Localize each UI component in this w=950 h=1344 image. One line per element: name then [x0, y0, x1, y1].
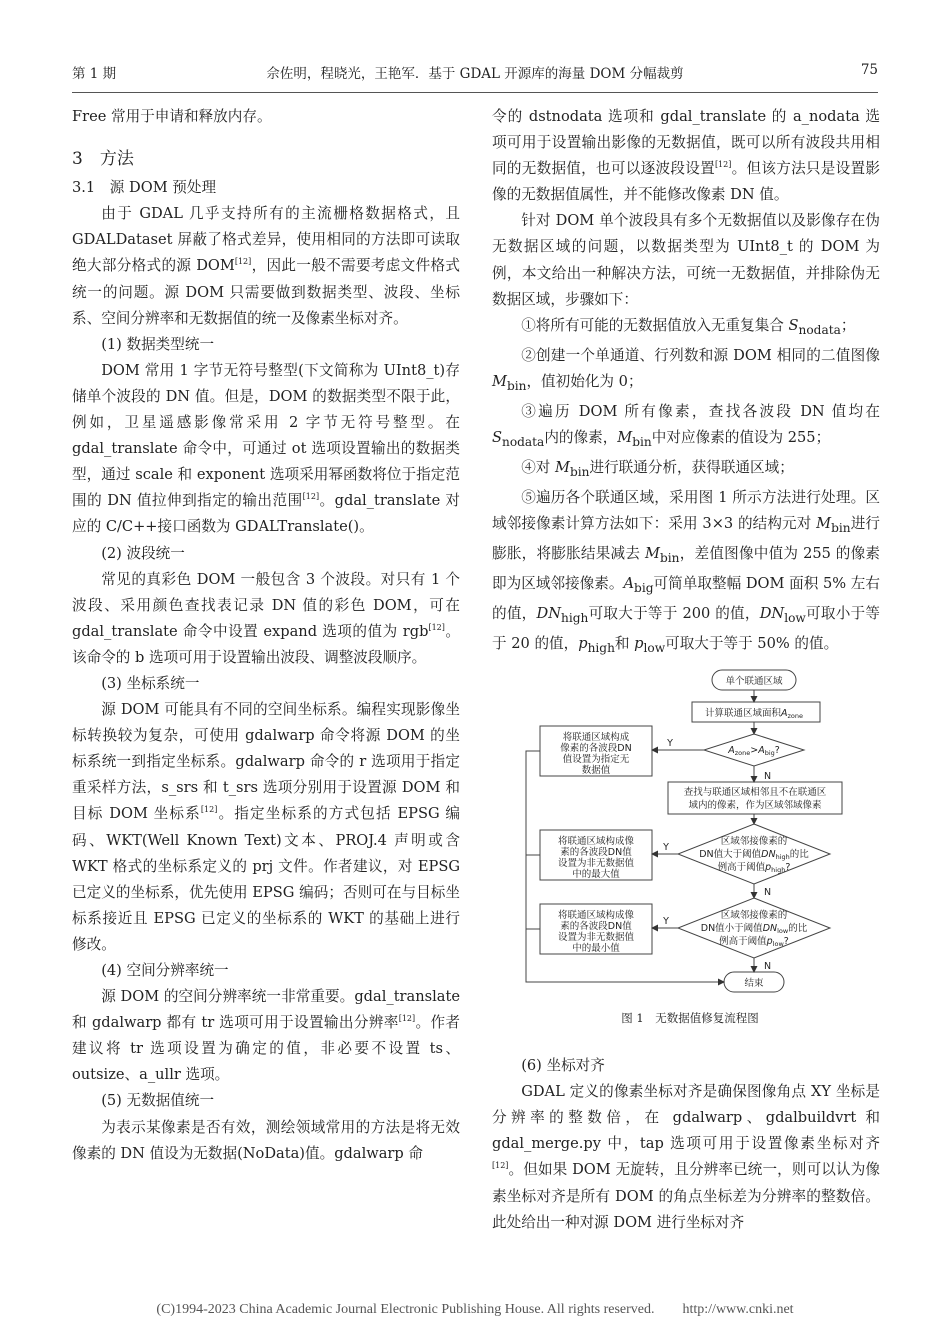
citation[interactable]: [12]	[398, 1014, 416, 1024]
flowchart-figure	[520, 662, 860, 1004]
step-3: ③遍历 DOM 所有像素，查找各波段 DN 值均在 $S_{nodata}$内的像素，$M_{bin}$中对应像素的值设为 255；	[492, 402, 880, 449]
paragraph: 源 DOM 的空间分辨率统一非常重要。gdal_translate 和 gdalwarp 都有 tr 选项可用于设置输出分辨率[12]。作者建议将 tr 选项设置为确定的值，非必要不设置 ts、outsize、a_ullr 选项。	[72, 988, 460, 1084]
paragraph: 由于 GDAL 几乎支持所有的主流栅格数据格式，且 GDALDataset 屏蔽了格式差异，使用相同的方法即可读取绝大部分格式的源 DOM[12]，因此一般不需要考虑文件格式统一的问题。源 DOM 只需要做到数据类型、波段、坐标系、空间分辨率和无数据值的统一及像素坐标对齐。	[72, 205, 460, 327]
step-4: ④对 $M_{bin}$进行联通分析，获得联通区域；	[521, 458, 794, 479]
set-nodata-line: 值设置为指定无	[562, 754, 630, 765]
item-heading-crs: (3) 坐标系统一	[101, 674, 200, 692]
no-label: N	[764, 771, 772, 782]
set-max-line: 设置为非无数据值	[557, 858, 635, 869]
citation[interactable]: [12]	[714, 160, 732, 170]
item-heading-datatype: (1) 数据类型统一	[101, 335, 215, 353]
paragraph: 常见的真彩色 DOM 一般包含 3 个波段。对只有 1 个波段、采用颜色查找表记录 DN 值的彩色 DOM，可在 gdal_translate 命令中设置 expand 选项的值为 rgb[12]。该命令的 b 选项可用于设置输出波段、调整波段顺序。	[72, 570, 460, 666]
set-max-line: 中的最大值	[572, 869, 620, 880]
decision-high-line-3: 例高于阈值$p_{high}$?	[717, 862, 791, 874]
set-min-line: 素的各波段DN值	[560, 921, 632, 932]
page-number: 75	[860, 62, 878, 78]
citation[interactable]: [12]	[200, 805, 218, 815]
subsection-heading-3-1: 3.1 源 DOM 预处理	[72, 179, 217, 197]
left-column	[72, 104, 460, 1167]
set-min-line: 将联通区域构成像	[557, 910, 635, 921]
end-label: 结束	[744, 978, 764, 989]
set-max-line: 素的各波段DN值	[560, 847, 632, 858]
compute-label: 计算联通区域面积$A_{zone}$	[704, 708, 804, 720]
set-nodata-line: 将联通区域构成	[562, 732, 630, 743]
paragraph: 令的 dstnodata 选项和 gdal_translate 的 a_nodata 选项可用于设置输出影像的无数据值，既可以所有波段共用相同的无数据值，也可以逐波段设置[12]。但该方法只是设置影像的无数据值属性，并不能修改像素 DN 值。	[492, 108, 880, 204]
paragraph: Free 常用于申请和释放内存。	[72, 108, 272, 125]
paragraph: 源 DOM 可能具有不同的空间坐标系。编程实现影像坐标转换较为复杂，可使用 gdalwarp 命令将源 DOM 的坐标系统一到指定坐标系。gdalwarp 命令的 r 选项用于指定重采样方法，s_srs 和 t_srs 选项分别用于设置源 DOM 和目标 DOM 坐标系[12]。指定坐标系的方式包括 EPSG 编码、WKT(Well Known Text)文本、PROJ.4 声明或含 WKT 格式的坐标系定义的 prj 文件。作者建议，对 EPSG 已定义的坐标系，优先使用 EPSG 编码；否则可在与目标坐标系接近且 EPSG 已定义的坐标系的 WKT 的基础上进行修改。	[72, 701, 460, 953]
section-heading-method: 3 方法	[72, 149, 134, 170]
running-title: 佘佐明，程晓光，王艳军．基于 GDAL 开源库的海量 DOM 分幅裁剪	[266, 66, 684, 82]
step-5: ⑤遍历各个联通区域，采用图 1 所示方法进行处理。区域邻接像素计算方法如下：采用 3×3 的结构元对 $M_{bin}$进行膨胀，将膨胀结果减去 $M_{bin}$，差值图像中值为 255 的像素即为区域邻接像素。$A_{big}$可简单取整幅 DOM 面积 5% 左右的值，$DN_{high}$可取大于等于 200 的值，$DN_{low}$可取小于等于 20 的值，$p_{high}$和 $p_{low}$可取大于等于 50% 的值。	[492, 488, 881, 655]
no-label: N	[764, 887, 772, 898]
citation[interactable]: [12]	[302, 492, 320, 502]
set-nodata-line: 像素的各波段DN	[560, 743, 632, 754]
header-rule	[72, 92, 878, 93]
step-2: ②创建一个单通道、行列数和源 DOM 相同的二值图像 $M_{bin}$，值初始化为 0；	[492, 346, 880, 393]
find-neighbour-line-1: 查找与联通区域相邻且不在联通区	[683, 787, 827, 798]
item-heading-nodata: (5) 无数据值统一	[101, 1092, 215, 1110]
find-neighbour-line-2: 域内的像素，作为区域邻域像素	[688, 800, 822, 811]
step-1: ①将所有可能的无数据值放入无重复集合 $S_{nodata}$；	[521, 316, 856, 337]
set-min-line: 设置为非无数据值	[557, 932, 635, 943]
paragraph: 针对 DOM 单个波段具有多个无数据值以及影像存在伪无数据区域的问题，以数据类型为 UInt8_t 的 DOM 为例，本文给出一种解决方法，可统一无数据值，并排除伪无数据区域，步骤如下：	[492, 212, 880, 308]
yes-label: Y	[663, 916, 669, 927]
decision-area-label: $A_{zone}>A_{big}$?	[728, 745, 780, 757]
yes-label: Y	[663, 842, 669, 853]
no-label: N	[764, 961, 772, 972]
citation[interactable]: [12]	[492, 1161, 509, 1171]
citation[interactable]: [12]	[234, 257, 252, 267]
paragraph: GDAL 定义的像素坐标对齐是确保图像角点 XY 坐标是分辨率的整数倍，在 gdalwarp、gdalbuildvrt 和 gdal_merge.py 中，tap 选项可用于设置像素坐标对齐[12]。但如果 DOM 无旋转，且分辨率已统一，则可以认为像素坐标对齐是所有 DOM 的角点坐标差为分辨率的整数倍。此处给出一种对源 DOM 进行坐标对齐	[492, 1083, 880, 1231]
item-heading-band: (2) 波段统一	[101, 544, 185, 562]
citation[interactable]: [12]	[428, 622, 445, 632]
copyright-footer: (C)1994-2023 China Academic Journal Electronic Publishing House. All rights reserved. http://www.cnki.net	[156, 1302, 794, 1317]
item-heading-align: (6) 坐标对齐	[521, 1057, 605, 1075]
decision-high-line-1: 区域邻接像素的	[720, 836, 788, 847]
set-max-line: 将联通区域构成像	[557, 836, 635, 847]
decision-high-line-2: DN值大于阈值$DN_{high}$的比	[699, 849, 809, 861]
start-label: 单个联通区域	[725, 676, 783, 687]
yes-label: Y	[667, 738, 673, 749]
figure-caption: 图 1 无数据值修复流程图	[621, 1011, 759, 1025]
set-min-line: 中的最小值	[572, 943, 620, 954]
paragraph: 为表示某像素是否有效，测绘领域常用的方法是将无效像素的 DN 值设为无数据(NoData)值。gdalwarp 命	[72, 1118, 460, 1162]
page-header	[72, 62, 878, 86]
item-heading-resolution: (4) 空间分辨率统一	[101, 962, 229, 979]
issue-number: 第 1 期	[72, 66, 117, 82]
paragraph: DOM 常用 1 字节无符号整型(下文简称为 UInt8_t)存储单个波段的 DN 值。但是，DOM 的数据类型不限于此，例如，卫星遥感影像常采用 2 字节无符号整型。在 gdal_translate 命令中，可通过 ot 选项设置输出的数据类型，通过 scale 和 exponent 选项采用幂函数将位于指定范围的 DN 值拉伸到指定的输出范围[12]。gdal_translate 对应的 C/C++接口函数为 GDALTranslate()。	[72, 361, 460, 536]
set-nodata-line: 数据值	[581, 765, 611, 776]
decision-low-line-3: 例高于阈值$p_{low}$?	[719, 936, 789, 948]
decision-low-line-1: 区域邻接像素的	[720, 910, 788, 921]
decision-low-line-2: DN值小于阈值$DN_{low}$的比	[700, 923, 808, 935]
